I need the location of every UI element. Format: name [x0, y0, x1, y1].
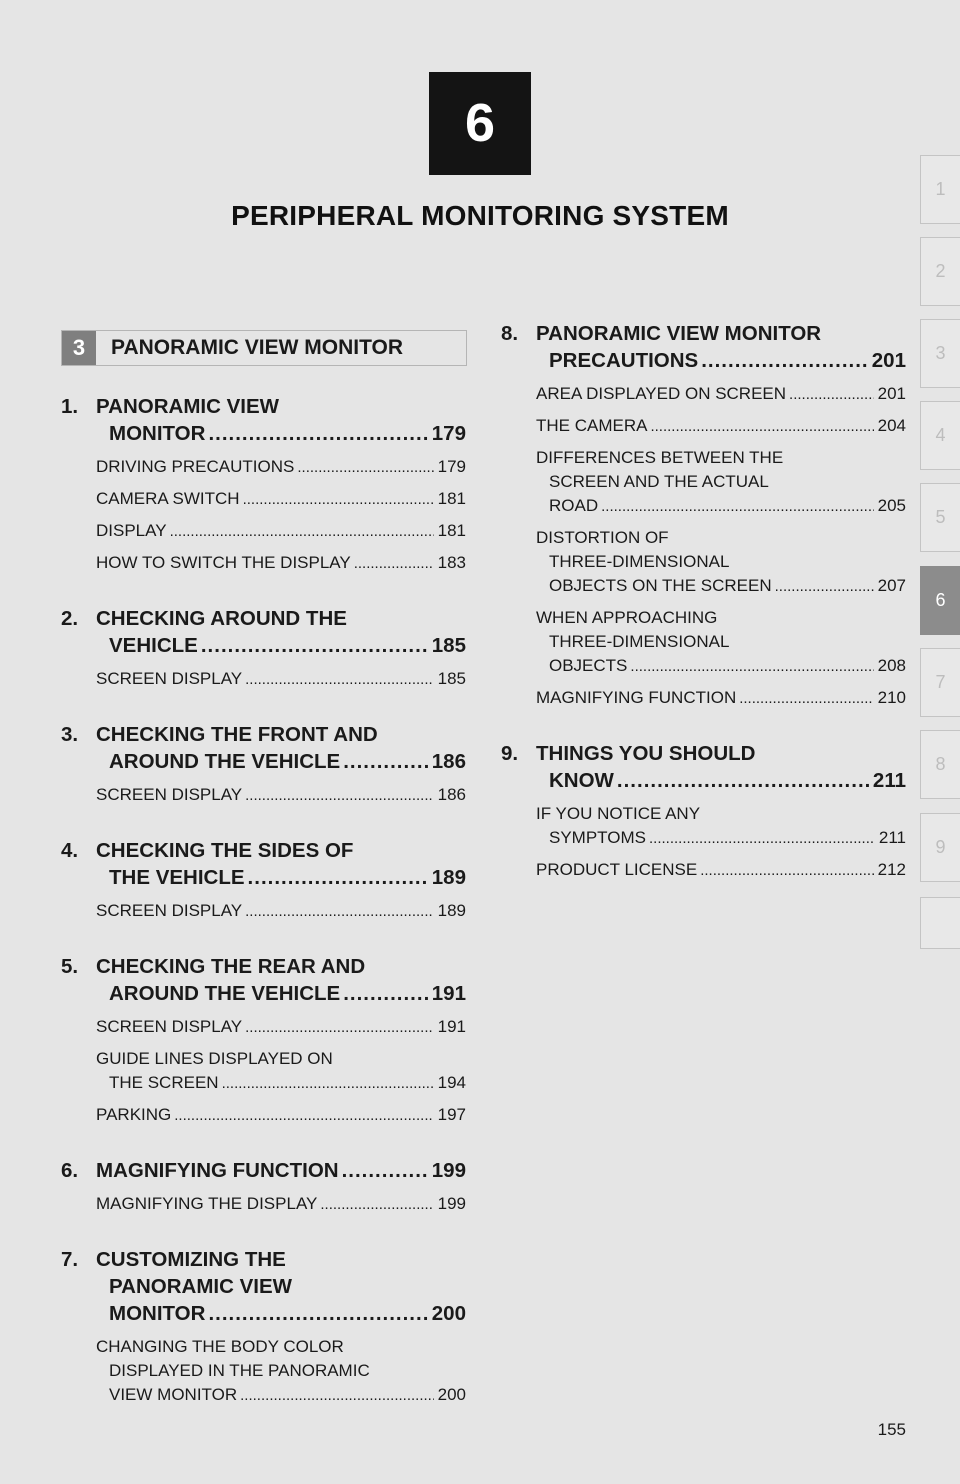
subentry-title: MAGNIFYING THE DISPLAY	[96, 1194, 318, 1213]
subentry-title: HOW TO SWITCH THE DISPLAY	[96, 553, 351, 572]
toc-entry[interactable]	[61, 1157, 466, 1217]
subentry-line	[96, 487, 466, 512]
chapter-number-box: 6	[429, 72, 531, 175]
subentry-page: 197	[437, 1105, 466, 1124]
topic-number: 6.	[61, 1159, 79, 1182]
subentry-page: 208	[877, 656, 906, 675]
dot-leader	[245, 900, 434, 924]
toc-topic[interactable]	[501, 320, 906, 374]
topic-title: CHECKING THE SIDES OF	[96, 839, 354, 862]
toc-topic[interactable]	[61, 605, 466, 659]
topic-line	[61, 632, 466, 659]
dot-leader	[630, 655, 873, 679]
dot-leader	[222, 1072, 434, 1096]
subentry-line	[536, 550, 906, 574]
topic-line	[61, 1273, 466, 1300]
subentry-title: MAGNIFYING FUNCTION	[536, 688, 737, 707]
topic-page: 200	[431, 1302, 466, 1325]
chapter-tab-3[interactable]: 3	[920, 319, 960, 388]
subentry-page: 183	[437, 553, 466, 572]
subentry-page: 210	[877, 688, 906, 707]
page-number: 155	[877, 1420, 906, 1439]
topic-line	[501, 320, 906, 347]
subentry-line	[96, 1071, 466, 1096]
subentry-title: VIEW MONITOR	[109, 1385, 238, 1404]
toc-entry[interactable]	[61, 953, 466, 1128]
topic-line	[501, 347, 906, 374]
toc-subentry[interactable]	[96, 455, 466, 480]
subentry-title: DRIVING PRECAUTIONS	[96, 457, 295, 476]
dot-leader	[342, 1157, 428, 1184]
chapter-tab-9[interactable]: 9	[920, 813, 960, 882]
toc-subentry[interactable]	[536, 802, 906, 851]
topic-title: CHECKING THE REAR AND	[96, 955, 366, 978]
topic-title: PANORAMIC VIEW	[96, 395, 279, 418]
subentry-line	[96, 519, 466, 544]
toc-subentries	[61, 783, 466, 808]
subentry-line	[96, 1359, 466, 1383]
subentry-line	[536, 826, 906, 851]
toc-topic[interactable]	[61, 1246, 466, 1327]
topic-line	[501, 740, 906, 767]
toc-subentries	[501, 802, 906, 883]
toc-entry[interactable]	[501, 320, 906, 711]
topic-line	[501, 767, 906, 794]
topic-page: 189	[431, 866, 466, 889]
topic-page: 199	[431, 1159, 466, 1182]
toc-topic[interactable]	[501, 740, 906, 794]
subentry-line	[536, 526, 906, 550]
toc-entry[interactable]	[61, 721, 466, 808]
subentry-title: THREE-DIMENSIONAL	[549, 552, 730, 571]
subentry-title: PRODUCT LICENSE	[536, 860, 698, 879]
chapter-tab-1[interactable]: 1	[920, 155, 960, 224]
toc-column-right	[501, 320, 906, 890]
topic-number: 7.	[61, 1248, 79, 1271]
toc-subentry[interactable]	[96, 899, 466, 924]
subentry-line	[536, 494, 906, 519]
topic-line	[61, 748, 466, 775]
subentry-page: 194	[437, 1073, 466, 1092]
topic-number: 1.	[61, 395, 79, 418]
subentry-page: 185	[437, 669, 466, 688]
dot-leader	[243, 488, 434, 512]
subentry-title: CHANGING THE BODY COLOR	[96, 1337, 344, 1356]
subentry-page: 200	[437, 1385, 466, 1404]
dot-leader	[297, 456, 433, 480]
topic-page: 179	[431, 422, 466, 445]
page-title: PERIPHERAL MONITORING SYSTEM	[231, 200, 729, 231]
dot-leader	[170, 520, 434, 544]
dot-leader	[201, 632, 428, 659]
subentry-line	[536, 654, 906, 679]
topic-title: PRECAUTIONS	[549, 349, 699, 372]
toc-subentries	[61, 455, 466, 576]
toc-subentry[interactable]	[96, 1192, 466, 1217]
subentry-line	[96, 1335, 466, 1359]
subentry-line	[96, 1015, 466, 1040]
topic-page: 185	[431, 634, 466, 657]
subentry-title: SCREEN AND THE ACTUAL	[549, 472, 769, 491]
subentry-line	[96, 1383, 466, 1408]
toc-subentry[interactable]	[536, 414, 906, 439]
dot-leader	[789, 383, 874, 407]
dot-leader	[700, 859, 873, 883]
subentry-title: DIFFERENCES BETWEEN THE	[536, 448, 784, 467]
toc-topic[interactable]	[61, 393, 466, 447]
topic-title: MONITOR	[109, 1302, 206, 1325]
topic-line	[61, 980, 466, 1007]
toc-entry[interactable]	[61, 605, 466, 692]
dot-leader	[245, 1016, 434, 1040]
subentry-line	[96, 783, 466, 808]
subentry-title: PARKING	[96, 1105, 172, 1124]
topic-page: 201	[871, 349, 906, 372]
subentry-line	[536, 382, 906, 407]
subentry-page: 199	[437, 1194, 466, 1213]
subentry-title: OBJECTS	[549, 656, 628, 675]
toc-topic[interactable]	[61, 721, 466, 775]
subentry-line	[536, 630, 906, 654]
toc-subentry[interactable]	[96, 487, 466, 512]
subentry-line	[536, 446, 906, 470]
subentry-title: SCREEN DISPLAY	[96, 785, 243, 804]
subentry-line	[536, 686, 906, 711]
subentry-title: SCREEN DISPLAY	[96, 669, 243, 688]
topic-title: PANORAMIC VIEW	[109, 1275, 292, 1298]
dot-leader	[208, 420, 427, 447]
topic-line	[61, 1300, 466, 1327]
subentry-title: SCREEN DISPLAY	[96, 901, 243, 920]
dot-leader	[174, 1104, 433, 1128]
dot-leader	[617, 767, 869, 794]
subentry-page: 207	[877, 576, 906, 595]
toc-subentry[interactable]	[96, 519, 466, 544]
toc-subentries	[61, 667, 466, 692]
subentry-line	[96, 1103, 466, 1128]
topic-number: 9.	[501, 742, 519, 765]
subentry-title: GUIDE LINES DISPLAYED ON	[96, 1049, 333, 1068]
dot-leader	[343, 980, 428, 1007]
dot-leader	[245, 668, 434, 692]
topic-title: MONITOR	[109, 422, 206, 445]
topic-title: CUSTOMIZING THE	[96, 1248, 286, 1271]
toc-subentry[interactable]	[96, 667, 466, 692]
topic-title: AROUND THE VEHICLE	[109, 750, 341, 773]
chapter-tab-6[interactable]: 6	[920, 566, 960, 635]
dot-leader	[248, 864, 428, 891]
topic-title: CHECKING AROUND THE	[96, 607, 347, 630]
topic-page: 186	[431, 750, 466, 773]
dot-leader	[245, 784, 434, 808]
toc-topic[interactable]	[61, 953, 466, 1007]
topic-page: 211	[872, 769, 906, 792]
subentry-line	[536, 802, 906, 826]
chapter-tab-7[interactable]: 7	[920, 648, 960, 717]
topic-line	[61, 864, 466, 891]
toc-subentries	[501, 382, 906, 711]
toc-subentry[interactable]	[536, 382, 906, 407]
toc-subentry[interactable]	[536, 606, 906, 679]
subentry-title: DISTORTION OF	[536, 528, 669, 547]
topic-title: MAGNIFYING FUNCTION	[96, 1159, 339, 1182]
chapter-tab-blank[interactable]	[920, 897, 960, 949]
topic-title: AROUND THE VEHICLE	[109, 982, 341, 1005]
topic-number: 5.	[61, 955, 79, 978]
subentry-line	[536, 606, 906, 630]
subentry-title: AREA DISPLAYED ON SCREEN	[536, 384, 787, 403]
toc-subentry[interactable]	[96, 551, 466, 576]
dot-leader	[601, 495, 874, 519]
subentry-title: IF YOU NOTICE ANY	[536, 804, 701, 823]
topic-line	[61, 605, 466, 632]
toc-entry[interactable]	[61, 1246, 466, 1408]
toc-entry[interactable]	[501, 740, 906, 883]
toc-subentry[interactable]	[96, 1047, 466, 1096]
chapter-tab-8[interactable]: 8	[920, 730, 960, 799]
subentry-title: ROAD	[549, 496, 599, 515]
subentry-title: SCREEN DISPLAY	[96, 1017, 243, 1036]
chapter-tab-4[interactable]: 4	[920, 401, 960, 470]
topic-page: 191	[431, 982, 466, 1005]
topic-title: VEHICLE	[109, 634, 198, 657]
subentry-page: 181	[437, 521, 466, 540]
toc-topic[interactable]	[61, 1157, 466, 1184]
toc-entry[interactable]	[61, 837, 466, 924]
subentry-line	[536, 414, 906, 439]
chapter-tab-5[interactable]: 5	[920, 483, 960, 552]
topic-title: CHECKING THE FRONT AND	[96, 723, 378, 746]
section-title: PANORAMIC VIEW MONITOR	[111, 336, 404, 359]
dot-leader	[320, 1193, 433, 1217]
toc-subentry[interactable]	[536, 446, 906, 519]
subentry-title: DISPLAY	[96, 521, 167, 540]
toc-subentry[interactable]	[96, 1015, 466, 1040]
chapter-tab-2[interactable]: 2	[920, 237, 960, 306]
subentry-title: WHEN APPROACHING	[536, 608, 718, 627]
subentry-line	[96, 899, 466, 924]
topic-line	[61, 393, 466, 420]
subentry-page: 181	[437, 489, 466, 508]
dot-leader	[208, 1300, 427, 1327]
dot-leader	[240, 1384, 433, 1408]
subentry-line	[536, 858, 906, 883]
subentry-page: 191	[437, 1017, 466, 1036]
topic-line	[61, 1246, 466, 1273]
subentry-title: THE CAMERA	[536, 416, 648, 435]
dot-leader	[649, 827, 875, 851]
topic-title: THINGS YOU SHOULD	[536, 742, 756, 765]
topic-line	[61, 721, 466, 748]
topic-number: 3.	[61, 723, 79, 746]
subentry-line	[536, 574, 906, 599]
subentry-line	[536, 470, 906, 494]
dot-leader	[343, 748, 428, 775]
topic-line	[61, 837, 466, 864]
topic-number: 2.	[61, 607, 79, 630]
dot-leader	[739, 687, 873, 711]
subentry-title: THREE-DIMENSIONAL	[549, 632, 730, 651]
dot-leader	[775, 575, 874, 599]
toc-subentry[interactable]	[536, 526, 906, 599]
topic-number: 8.	[501, 322, 519, 345]
subentry-page: 186	[437, 785, 466, 804]
subentry-page: 211	[878, 828, 906, 847]
toc-subentries	[61, 1192, 466, 1217]
subentry-page: 189	[437, 901, 466, 920]
dot-leader	[650, 415, 873, 439]
toc-subentries	[61, 899, 466, 924]
toc-subentries	[61, 1335, 466, 1408]
subentry-line	[96, 1047, 466, 1071]
subentry-title: SYMPTOMS	[549, 828, 646, 847]
toc-subentry[interactable]	[536, 686, 906, 711]
dot-leader	[701, 347, 868, 374]
subentry-line	[96, 1192, 466, 1217]
toc-subentry[interactable]	[96, 783, 466, 808]
subentry-page: 201	[877, 384, 906, 403]
topic-title: PANORAMIC VIEW MONITOR	[536, 322, 822, 345]
subentry-page: 179	[437, 457, 466, 476]
toc-topic[interactable]	[61, 837, 466, 891]
toc-entry[interactable]	[61, 393, 466, 576]
subentry-line	[96, 667, 466, 692]
topic-line	[61, 1157, 466, 1184]
subentry-page: 212	[877, 860, 906, 879]
dot-leader	[354, 552, 434, 576]
toc-column-left	[61, 393, 466, 1415]
subentry-line	[96, 551, 466, 576]
topic-line	[61, 420, 466, 447]
topic-number: 4.	[61, 839, 79, 862]
section-header	[61, 330, 467, 366]
subentry-title: OBJECTS ON THE SCREEN	[549, 576, 772, 595]
subentry-title: THE SCREEN	[109, 1073, 219, 1092]
toc-subentry[interactable]	[536, 858, 906, 883]
subentry-title: CAMERA SWITCH	[96, 489, 240, 508]
topic-title: KNOW	[549, 769, 614, 792]
subentry-page: 204	[877, 416, 906, 435]
subentry-line	[96, 455, 466, 480]
topic-title: THE VEHICLE	[109, 866, 245, 889]
subentry-title: DISPLAYED IN THE PANORAMIC	[109, 1361, 370, 1380]
topic-line	[61, 953, 466, 980]
subentry-page: 205	[877, 496, 906, 515]
toc-subentry[interactable]	[96, 1103, 466, 1128]
section-number: 3	[62, 331, 96, 365]
toc-subentry[interactable]	[96, 1335, 466, 1408]
toc-subentries	[61, 1015, 466, 1128]
